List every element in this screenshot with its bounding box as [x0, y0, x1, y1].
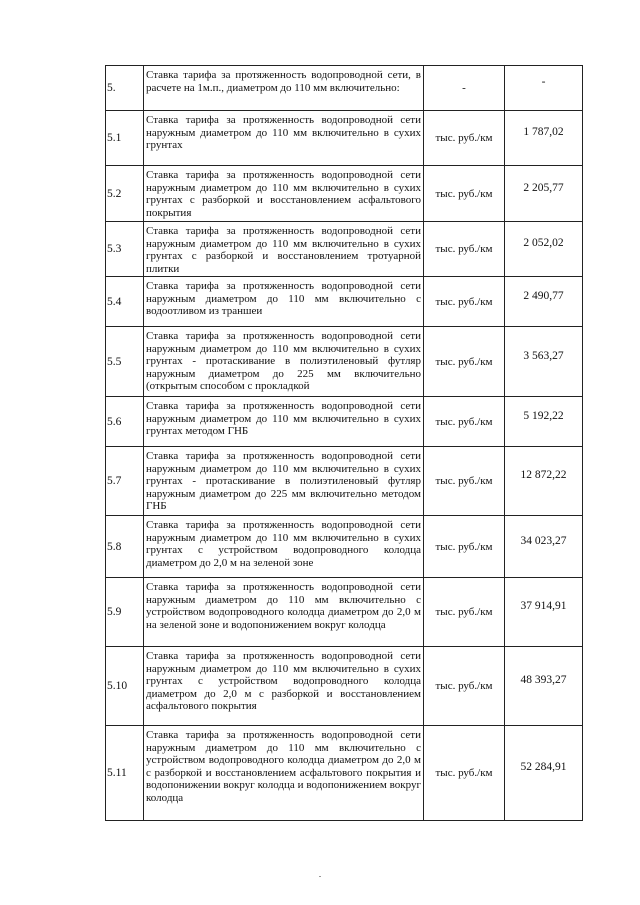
row-value: 52 284,91 [505, 726, 583, 821]
row-value: 3 563,27 [505, 327, 583, 397]
row-description: Ставка тарифа за протяженность водопроводной сети наружным диаметром до 110 мм включительно в сухих грунтах - протаскивание в полиэтиленовый футляр наружным диаметром до 225 мм включительно методом ГНБ [144, 447, 424, 516]
row-description: Ставка тарифа за протяженность водопроводной сети наружным диаметром до 110 мм включительно с водоотливом из траншеи [144, 277, 424, 327]
row-unit: тыс. руб./км [424, 222, 505, 277]
row-value: 48 393,27 [505, 647, 583, 726]
row-unit: тыс. руб./км [424, 277, 505, 327]
row-description: Ставка тарифа за протяженность водопроводной сети наружным диаметром до 110 мм включительно в сухих грунтах [144, 111, 424, 166]
row-number: 5.1 [106, 111, 144, 166]
row-number: 5.2 [106, 166, 144, 222]
row-number: 5.4 [106, 277, 144, 327]
row-value: 2 490,77 [505, 277, 583, 327]
row-value: 2 052,02 [505, 222, 583, 277]
table-row [106, 166, 583, 222]
row-unit: тыс. руб./км [424, 111, 505, 166]
tariff-table [105, 65, 583, 821]
table-row [106, 647, 583, 726]
row-value: 5 192,22 [505, 397, 583, 447]
row-description: Ставка тарифа за протяженность водопроводной сети наружным диаметром до 110 мм включительно в сухих грунтах с устройством водопроводного колодца диаметром до 2,0 м с разборкой и восстановлением асфальтового покрытия [144, 647, 424, 726]
row-description: Ставка тарифа за протяженность водопроводной сети наружным диаметром до 110 мм включительно в сухих грунтах с разборкой и восстановлением тротуарной плитки [144, 222, 424, 277]
row-unit: тыс. руб./км [424, 397, 505, 447]
table-row [106, 327, 583, 397]
row-number: 5.11 [106, 726, 144, 821]
row-description: Ставка тарифа за протяженность водопроводной сети наружным диаметром до 110 мм включительно с устройством водопроводного колодца диаметром до 2,0 м с разборкой и восстановлением асфальтового покрытия и водопонижении вокруг колодца и водопонижением вокруг колодца [144, 726, 424, 821]
table-row [106, 516, 583, 578]
row-number: 5.8 [106, 516, 144, 578]
row-description: Ставка тарифа за протяженность водопроводной сети наружным диаметром до 110 мм включительно с устройством водопроводного колодца диаметром до 2,0 м на зеленой зоне и водопонижением вокруг колодца [144, 578, 424, 647]
row-description: Ставка тарифа за протяженность водопроводной сети, в расчете на 1м.п., диаметром до 110 мм включительно: [144, 66, 424, 111]
row-value: 1 787,02 [505, 111, 583, 166]
row-unit: тыс. руб./км [424, 578, 505, 647]
row-value: 2 205,77 [505, 166, 583, 222]
row-unit: тыс. руб./км [424, 516, 505, 578]
row-unit: - [424, 66, 505, 111]
row-unit: тыс. руб./км [424, 166, 505, 222]
row-unit: тыс. руб./км [424, 447, 505, 516]
row-value: 12 872,22 [505, 447, 583, 516]
row-number: 5.5 [106, 327, 144, 397]
table-row [106, 578, 583, 647]
table-row [106, 447, 583, 516]
row-number: 5.10 [106, 647, 144, 726]
table-row [106, 111, 583, 166]
table-row [106, 726, 583, 821]
row-value: 34 023,27 [505, 516, 583, 578]
row-number: 5.3 [106, 222, 144, 277]
page-mark [319, 876, 321, 877]
row-unit: тыс. руб./км [424, 647, 505, 726]
row-value: - [505, 66, 583, 111]
row-unit: тыс. руб./км [424, 726, 505, 821]
row-number: 5.9 [106, 578, 144, 647]
row-unit: тыс. руб./км [424, 327, 505, 397]
table-row [106, 397, 583, 447]
row-number: 5.7 [106, 447, 144, 516]
row-number: 5.6 [106, 397, 144, 447]
row-description: Ставка тарифа за протяженность водопроводной сети наружным диаметром до 110 мм включительно в сухих грунтах методом ГНБ [144, 397, 424, 447]
row-value: 37 914,91 [505, 578, 583, 647]
row-description: Ставка тарифа за протяженность водопроводной сети наружным диаметром до 110 мм включительно в сухих грунтах - протаскивание в полиэтиленовый футляр наружным диаметром до 225 мм включительно (открытым способом с прокладкой [144, 327, 424, 397]
table-row [106, 222, 583, 277]
table-row [106, 66, 583, 111]
row-description: Ставка тарифа за протяженность водопроводной сети наружным диаметром до 110 мм включительно в сухих грунтах с разборкой и восстановлением асфальтового покрытия [144, 166, 424, 222]
row-number: 5. [106, 66, 144, 111]
row-description: Ставка тарифа за протяженность водопроводной сети наружным диаметром до 110 мм включительно в сухих грунтах с устройством водопроводного колодца диаметром до 2,0 м на зеленой зоне [144, 516, 424, 578]
table-row [106, 277, 583, 327]
